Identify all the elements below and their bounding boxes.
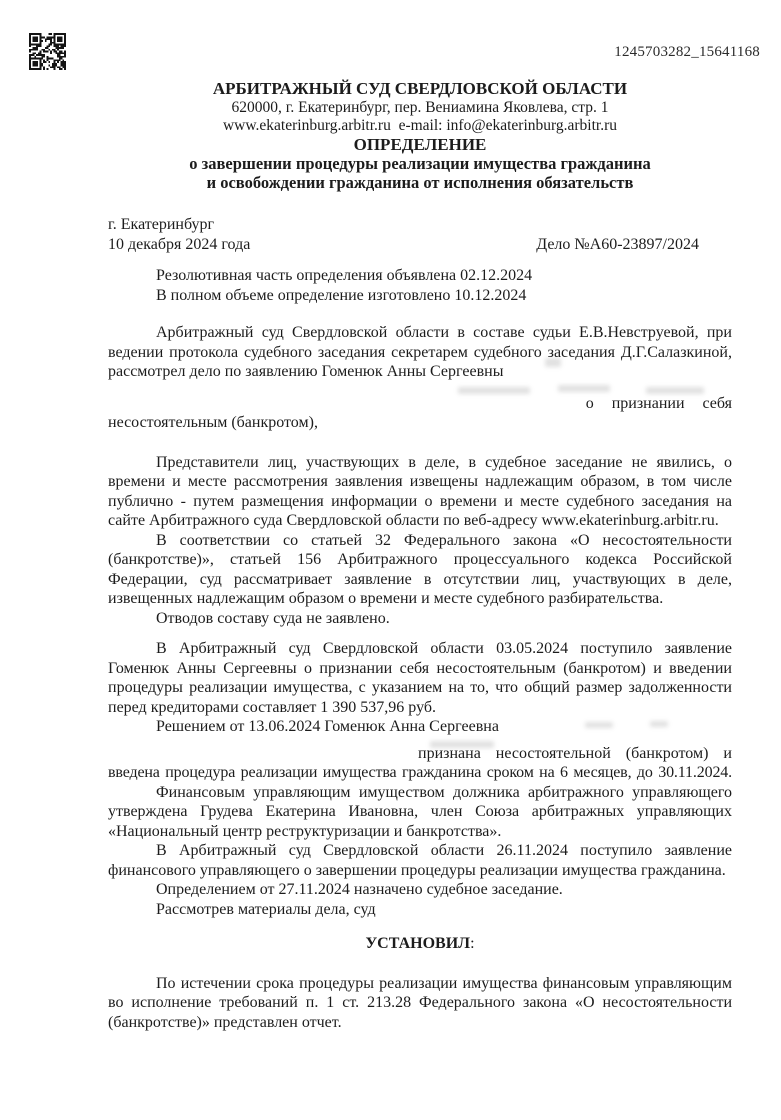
line-self-recognition: о признании себя (585, 394, 732, 412)
document-content (0, 80, 781, 1032)
line-decision-date: Решением от 13.06.2024 Гоменюк Анна Сергеевна (156, 718, 499, 736)
qr-code (29, 33, 66, 70)
line-declared-bankrupt: признана несостоятельной (банкротом) и (418, 744, 732, 762)
court-address: 620000, г. Екатеринбург, пер. Вениамина Яковлева, стр. 1 (231, 98, 609, 116)
court-header (108, 80, 732, 192)
document-id: 1245703282_15641168 (614, 44, 760, 60)
court-contacts: www.ekaterinburg.arbitr.ru e-mail: info@ekaterinburg.arbitr.ru (222, 117, 618, 135)
case-number: Дело №А60-23897/2024 (536, 235, 699, 253)
document-title: ОПРЕДЕЛЕНИЕ (353, 135, 487, 155)
document-subtitle-line1: о завершении процедуры реализации имущества гражданина (189, 153, 651, 173)
line-made-in-full: В полном объеме определение изготовлено 10.12.2024 (156, 286, 527, 304)
para-financial-manager: Финансовым управляющим имуществом должника арбитражного управляющего утверждена Грудева Екатерина Ивановна, член Союза арбитражных управляющих «Национальный центр реструктуризации и банкротства». (108, 783, 732, 840)
line-insolvent: несостоятельным (банкротом), (108, 414, 318, 432)
redaction-smudge (650, 721, 668, 727)
line-no-recusal: Отводов составу суда не заявлено. (156, 609, 390, 627)
para-report-submitted: По истечении срока процедуры реализации имущества финансовым управляющим во исполнение требований п. 1 ст. 213.28 Федерального закона «О несостоятельности (банкротстве)» представлен отчет. (108, 974, 732, 1031)
para-representatives: Представители лиц, участвующих в деле, в судебное заседание не явились, о времени и месте рассмотрения заявления извещены надлежащим образом, в том числе публично - путем размещения информации о времени и месте судебного заседания на сайте Арбитражного суда Свердловской области по веб-адресу www.ekaterinburg.arbitr.ru. (108, 453, 732, 530)
case-meta (108, 215, 732, 254)
para-article-32: В соответствии со статьей 32 Федерального закона «О несостоятельности (банкротстве)», статьей 156 Арбитражного процессуального кодекса Российской Федерации, суд рассматривает заявление в отсутствии лиц, участвующих в деле, извещенных надлежащим образом о времени и месте судебного разбирательства. (108, 531, 732, 608)
redaction-smudge (545, 358, 561, 367)
court-name: АРБИТРАЖНЫЙ СУД СВЕРДЛОВСКОЙ ОБЛАСТИ (212, 79, 628, 98)
para-court-composition: Арбитражный суд Свердловской области в составе судьи Е.В.Невструевой, при ведении протокола судебного заседания секретарем судебного заседания Д.Г.Салазкиной, рассмотрел дело по заявлению Гоменюк Анны Сергеевны (108, 324, 732, 381)
redacted-line (108, 382, 732, 394)
line-hearing-scheduled: Определением от 27.11.2024 назначено судебное заседание. (156, 881, 563, 899)
ustanovil-word: УСТАНОВИЛ (365, 935, 471, 953)
ustanovil-colon: : (470, 935, 475, 953)
document-body (108, 266, 732, 1032)
para-completion-application: В Арбитражный суд Свердловской области 26.11.2024 поступило заявление финансового управляющего о завершении процедуры реализации имущества гражданина. (108, 842, 732, 879)
line-procedure-introduced: введена процедура реализации имущества гражданина сроком на 6 месяцев, до 30.11.2024. (108, 764, 732, 782)
date-case-row (108, 235, 732, 255)
line-considered-materials: Рассмотрев материалы дела, суд (156, 900, 376, 918)
heading-ustanovil (108, 934, 732, 954)
line-resolutive-announced: Резолютивная часть определения объявлена 02.12.2024 (156, 267, 533, 285)
issue-date: 10 декабря 2024 года (108, 235, 251, 253)
place-of-issue: г. Екатеринбург (108, 216, 215, 234)
document-subtitle-line2: и освобождении гражданина от исполнения обязательств (206, 172, 634, 192)
redaction-smudge (585, 722, 613, 728)
para-application-received: В Арбитражный суд Свердловской области 03.05.2024 поступило заявление Гоменюк Анны Сергеевны о признании себя несостоятельным (банкротом) и введении процедуры реализации имущества, с указанием на то, что общий размер задолженности перед кредиторами составляет 1 390 537,96 руб. (108, 640, 732, 716)
redacted-strip (108, 737, 732, 744)
